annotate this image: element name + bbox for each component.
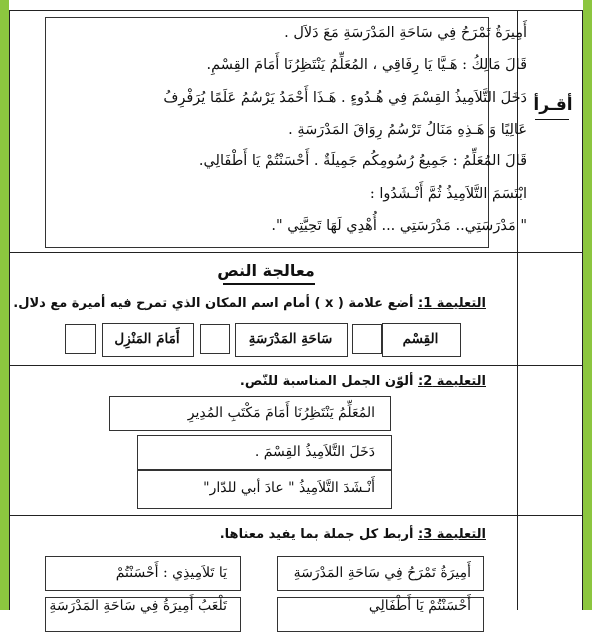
reading-line: " مَدْرَسَتِي.. مَدْرَسَتِي ... أُهْدِي لَهَا تَحِيَّتِي ".: [271, 218, 527, 234]
instruction-1-label: التعليمة 1:: [418, 296, 486, 311]
left-green-border: [0, 0, 9, 610]
worksheet: [9, 0, 583, 614]
processing-title-underline: [223, 283, 315, 285]
reading-line: ابْتَسَمَ التَّلاَمِيذُ ثُمَّ أَنْـشَدُوا :: [369, 186, 527, 202]
right-green-border: [583, 0, 592, 610]
sheet-right-border: [582, 10, 583, 610]
instruction-3-text: أربط كل جملة بما يفيد معناها.: [219, 527, 419, 542]
section-divider-instr1: [9, 365, 583, 366]
instruction-1-text: أضع علامة ( x ) أمام اسم المكان الذي تمرح فيه أميرة مع دلال.: [13, 296, 419, 311]
section-divider-reading: [9, 252, 583, 253]
reading-line: أَمِيرَةُ تَمْرَحُ فِي سَاحَةِ المَدْرَسَةِ مَعَ دَلاَل .: [284, 25, 527, 41]
option-label-front-of-house: أَمَامَ المَنْزِل: [114, 331, 180, 347]
option-label-schoolyard: سَاحَةِ المَدْرَسَةِ: [248, 331, 333, 347]
instruction-2-label: التعليمة 2:: [418, 374, 486, 389]
instruction-2-text: ألوّن الجمل المناسبة للنّص.: [239, 374, 419, 389]
match-left-item-2: تَلْعَبُ أَمِيرَةُ فِي سَاحَةِ المَدْرَسَةِ: [49, 598, 227, 614]
sheet-left-border: [9, 10, 10, 610]
instruction-1: [13, 296, 486, 311]
reading-line: عَالِيًا وَ هَـذِهِ مَنَالُ تَرْسُمُ رِوَاقَ المَدْرَسَةِ .: [288, 122, 527, 138]
sentence-3: أَنْـشَدَ التَّلاَمِيذُ " عادَ أبي للدّار": [203, 480, 375, 496]
match-right-item-1: أَمِيرَةُ تَمْرَحُ فِي سَاحَةِ المَدْرَسَةِ: [293, 565, 471, 581]
match-right-item-2: أَحْسَنْتُمْ يَا أَطْفَالِي: [368, 598, 471, 614]
option-label-classroom: القِسْم: [402, 331, 439, 347]
checkbox-classroom[interactable]: [352, 324, 382, 354]
instruction-3: [220, 527, 486, 542]
sentence-2: دَخَلَ التَّلاَمِيذُ القِسْمَ .: [254, 444, 375, 460]
sentence-1: المُعَلِّمُ يَنْتَظِرُنَا أَمَامَ مَكْتَبِ المُدِيرِ: [187, 405, 375, 421]
reading-line: دَخَلَ التَّلاَمِيذُ القِسْمَ فِي هُـدُوءٍ . هَـذَا أَحْمَدُ يَرْسُمُ عَلَمًا يُرَفْرِفُ: [163, 90, 527, 106]
sheet-top-border: [9, 10, 583, 11]
section-divider-instr2: [9, 515, 583, 516]
read-label-underline: [535, 119, 569, 120]
checkbox-schoolyard[interactable]: [200, 324, 230, 354]
read-section-label: أقـرأ: [533, 95, 573, 115]
instruction-2: [240, 374, 486, 389]
match-left-item-1: يَا تَلاَمِيذِي : أَحْسَنْتُمْ: [115, 565, 227, 581]
processing-title: معالجة النص: [217, 261, 315, 280]
instruction-3-label: التعليمة 3:: [418, 527, 486, 542]
reading-line: قَالَ مَالِكُ : هَـيَّا يَا رِفَاقِي ، المُعَلِّمُ يَنْتَظِرُنَا أَمَامَ القِسْمِ.: [206, 57, 527, 73]
checkbox-front-of-house[interactable]: [65, 324, 96, 354]
reading-line: قَالَ المُعَلِّمُ : جَمِيعُ رُسُومِكُم جَمِيلَةٌ . أَحْسَنْتُمْ يَا أَطْفَالِي.: [198, 153, 527, 169]
